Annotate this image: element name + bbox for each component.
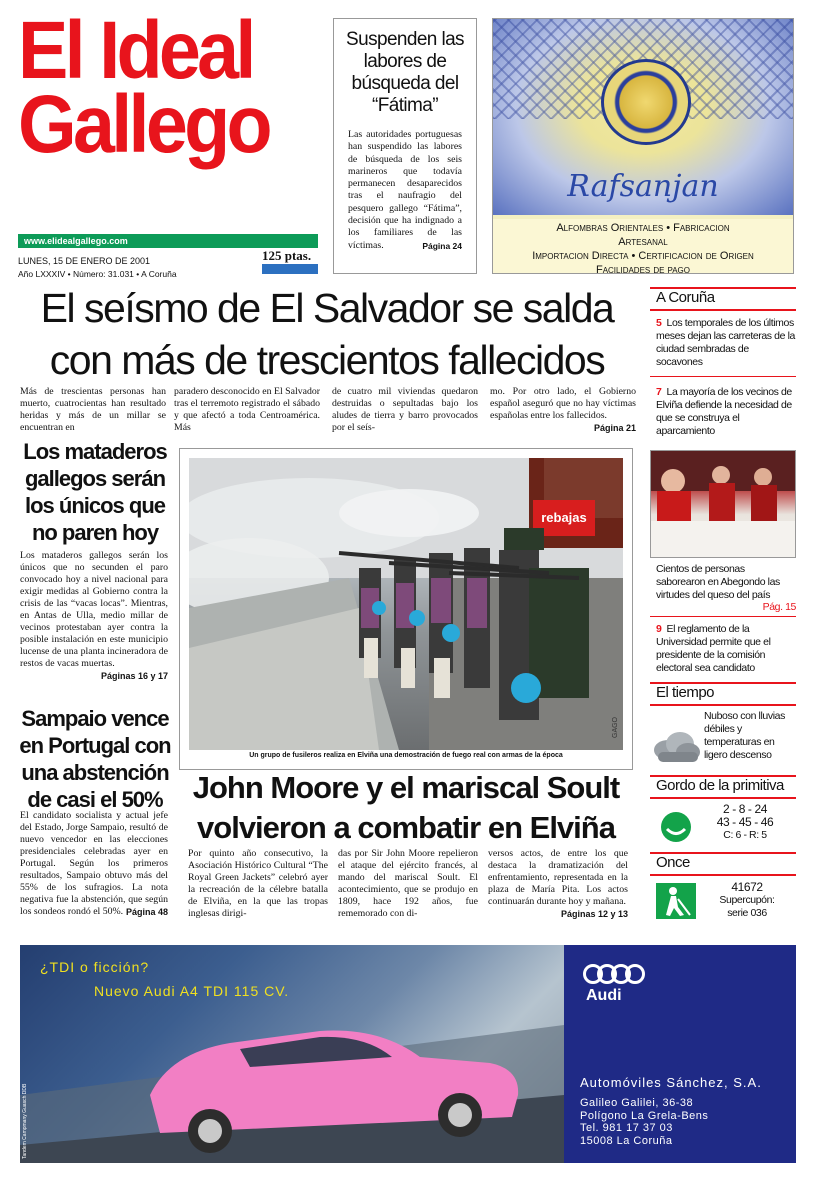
sidebar-rule bbox=[650, 616, 796, 617]
rafsanjan-logo: Rafsanjan bbox=[567, 169, 719, 204]
ad-line-4: Facilidades de pago bbox=[595, 264, 691, 274]
top-story-text: Las autoridades portuguesas han suspendido las labores de búsqueda de los seis marineros que todavía permanecen desaparecidos tras el naufragio del pesquero gallego “Fátima”, decisión que ha indignado a los familiares de las víctimas. bbox=[348, 129, 462, 251]
rebajas-sign: rebajas bbox=[541, 510, 587, 525]
sidebar-item-3[interactable] bbox=[656, 623, 796, 675]
barcode-strip bbox=[262, 264, 318, 274]
lead-ref: Página 21 bbox=[593, 423, 636, 433]
sampaio-headline[interactable]: Sampaio vence en Portugal con una abstención de casi el 50% bbox=[19, 706, 171, 812]
dealer-addr-2: Polígono La Grela-Bens bbox=[580, 1109, 709, 1122]
sidebar-rule bbox=[650, 309, 796, 311]
sampaio-body bbox=[20, 810, 168, 918]
sidebar-rule bbox=[650, 874, 796, 876]
fusileros-illustration bbox=[189, 458, 623, 750]
audi-dealer-panel bbox=[564, 945, 796, 1163]
rafsanjan-ad[interactable] bbox=[492, 18, 794, 274]
top-story-headline[interactable]: Suspenden las labores de búsqueda del “Fátima” bbox=[346, 29, 464, 116]
weather-text: Nuboso con lluvias débiles y temperaturas en ligero descenso bbox=[704, 710, 785, 761]
item-3-text: El reglamento de la Universidad permite que el presidente de la comisión electoral sea candidato bbox=[656, 623, 771, 674]
once-supercupon: Supercupón: bbox=[719, 894, 775, 906]
item-2-text: La mayoría de los vecinos de Elviña defiende la necesidad de que se construya el aparcamiento bbox=[656, 386, 792, 437]
sidebar-item-2[interactable] bbox=[656, 386, 796, 438]
lead-col-4 bbox=[490, 386, 636, 434]
mataderos-body bbox=[20, 550, 168, 682]
top-story-ref: Página 24 bbox=[422, 240, 462, 251]
once-results bbox=[702, 881, 792, 920]
dealer-name: Automóviles Sánchez, S.A. bbox=[580, 1075, 762, 1090]
ad-agency-credit: Tandem Campmany Guasch DDB bbox=[22, 1083, 28, 1159]
item-1-text: Los temporales de los últimos meses dejan las carreteras de la ciudad sembradas de socavones bbox=[656, 317, 795, 368]
sidebar-rule bbox=[650, 376, 796, 377]
lotto-line-2: 43 - 45 - 46 bbox=[716, 815, 774, 829]
weather-title[interactable]: El tiempo bbox=[656, 684, 715, 701]
dealer-addr-1: Galileo Galilei, 36-38 bbox=[580, 1097, 694, 1109]
logo-line-1: El Ideal bbox=[18, 5, 253, 96]
audi-wordmark: Audi bbox=[586, 987, 622, 1004]
website-url[interactable]: www.elidealgallego.com bbox=[18, 234, 318, 248]
lead-col-1: Más de trescientas personas han muerto, cuatrocientas han resultado heridas y más de un millar se encuentran en bbox=[20, 386, 166, 433]
issue-date: LUNES, 15 DE ENERO DE 2001 bbox=[18, 256, 151, 266]
sampaio-ref: Página 48 bbox=[125, 907, 168, 917]
sidebar-rule bbox=[650, 704, 796, 706]
dealer-phone: Tel. 981 17 37 03 bbox=[580, 1122, 673, 1134]
top-story-body bbox=[344, 129, 466, 252]
ad-text bbox=[493, 219, 793, 274]
sidebar-section-title[interactable]: A Coruña bbox=[656, 289, 715, 306]
mataderos-text: Los mataderos gallegos serán los únicos que no secunden el paro convocado hoy a nivel nacional para exigir medidas al Gobierno contra la crisis de las “vacas locas”. Mientras, en Antas de Ulla, medio millar de vecinos protestaban ayer contra la posible instalación en este municipio lucense de una planta incineradora de restos de vacas muertas. bbox=[20, 550, 168, 669]
dealer-address bbox=[580, 1097, 708, 1147]
ad-question: ¿TDI o ficción? bbox=[40, 959, 150, 975]
ad-model: Nuevo Audi A4 TDI 115 CV. bbox=[94, 983, 290, 999]
moore-ref: Páginas 12 y 13 bbox=[560, 909, 628, 919]
sidebar-photo-ref: Pág. 15 bbox=[762, 601, 796, 613]
audi-rings-icon bbox=[582, 963, 648, 990]
photo-credit: GAGO bbox=[612, 716, 619, 738]
moore-col-3-text: versos actos, de entre los que destaca la dramatización del enfrentamiento, representada en la plaza de María Pita. Los actos continuarán durante hoy y mañana. bbox=[488, 848, 628, 907]
sidebar-photo[interactable] bbox=[650, 450, 796, 558]
mataderos-ref: Páginas 16 y 17 bbox=[100, 671, 168, 681]
lotto-results bbox=[700, 803, 790, 842]
once-title[interactable]: Once bbox=[656, 854, 690, 871]
lead-col-4-text: mo. Por otro lado, el Gobierno español aseguró que no hay víctimas españolas entre los fallecidos. bbox=[490, 386, 636, 421]
newspaper-logo bbox=[18, 5, 318, 170]
lotto-line-1: 2 - 8 - 24 bbox=[722, 802, 768, 816]
price: 125 ptas. bbox=[262, 248, 312, 263]
audi-ad-image bbox=[20, 945, 564, 1163]
cloud-rain-icon bbox=[650, 730, 702, 769]
cheese-fair-illustration bbox=[651, 451, 796, 558]
sidebar-rule bbox=[650, 797, 796, 799]
moore-col-1: Por quinto año consecutivo, la Asociación Histórico Cultural “The Royal Green Jackets” celebró ayer la recreación de la célebre batalla de Elviña, en la que las tropas inglesas dirigi- bbox=[188, 848, 328, 919]
ad-line-1: Alfombras Orientales • Fabricacion bbox=[556, 222, 730, 234]
item-3-page: 9 bbox=[656, 623, 662, 635]
lead-headline[interactable]: El seísmo de El Salvador se salda con más de trescientos fallecidos bbox=[40, 285, 614, 383]
dealer-addr-4: 15008 La Coruña bbox=[580, 1134, 673, 1147]
ad-line-3: Importacion Directa • Certificacion de Origen bbox=[532, 250, 754, 262]
logo-line-2: Gallego bbox=[18, 79, 269, 170]
mataderos-headline[interactable]: Los mataderos gallegos serán los únicos que no paren hoy bbox=[23, 439, 167, 545]
lotto-line-3: C: 6 - R: 5 bbox=[723, 829, 767, 841]
audi-car-illustration bbox=[20, 945, 564, 1163]
lead-col-3: de cuatro mil viviendas quedaron destruidas o sepultadas bajo los aludes de tierra y barro provocados por el seís- bbox=[332, 386, 478, 433]
top-story-box[interactable] bbox=[333, 18, 477, 274]
ad-medallion-icon bbox=[601, 59, 691, 145]
once-serie: serie 036 bbox=[727, 907, 767, 919]
once-number: 41672 bbox=[731, 880, 763, 894]
moore-headline[interactable]: John Moore y el mariscal Soult volvieron a combatir en Elviña bbox=[192, 770, 620, 845]
sidebar-item-1[interactable] bbox=[656, 317, 796, 369]
issue-info: Año LXXXIV • Número: 31.031 • A Coruña bbox=[18, 269, 177, 279]
sidebar-photo-text: Cientos de personas saborearon en Abegondo las virtudes del queso del país bbox=[656, 563, 780, 601]
ad-line-2: Artesanal bbox=[618, 236, 668, 248]
primitiva-logo-icon bbox=[660, 811, 692, 848]
photo-caption: Un grupo de fusileros realiza en Elviña una demostración de fuego real con armas de la época bbox=[249, 752, 563, 759]
moore-col-2: das por Sir John Moore repelieron el ataque del ejército francés, al mando del mariscal Soult. El acontecimiento, que se produjo en 1809, hace 192 años, fue rememorado con di- bbox=[338, 848, 478, 919]
lotto-title[interactable]: Gordo de la primitiva bbox=[656, 777, 784, 794]
fusileros-photo[interactable] bbox=[189, 458, 623, 750]
audi-ad[interactable] bbox=[20, 945, 796, 1163]
once-logo-icon bbox=[656, 883, 696, 924]
item-2-page: 7 bbox=[656, 386, 662, 398]
sampaio-text: El candidato socialista y actual jefe del Estado, Jorge Sampaio, resultó de nuevo vencedor en las elecciones presidenciales celebradas ayer en Portugal. Según los primeros resultados, Sampaio obtuvo más del 55% de los sufragios. La nota negativa fue la abstención, que según los sondeos rondó el 50%. bbox=[20, 810, 168, 917]
moore-col-3 bbox=[488, 848, 628, 920]
lead-col-2: paradero desconocido en El Salvador tras el terremoto registrado el sábado y que afectó a toda Centroamérica. Más bbox=[174, 386, 320, 433]
item-1-page: 5 bbox=[656, 317, 662, 329]
photo-frame bbox=[179, 448, 633, 770]
